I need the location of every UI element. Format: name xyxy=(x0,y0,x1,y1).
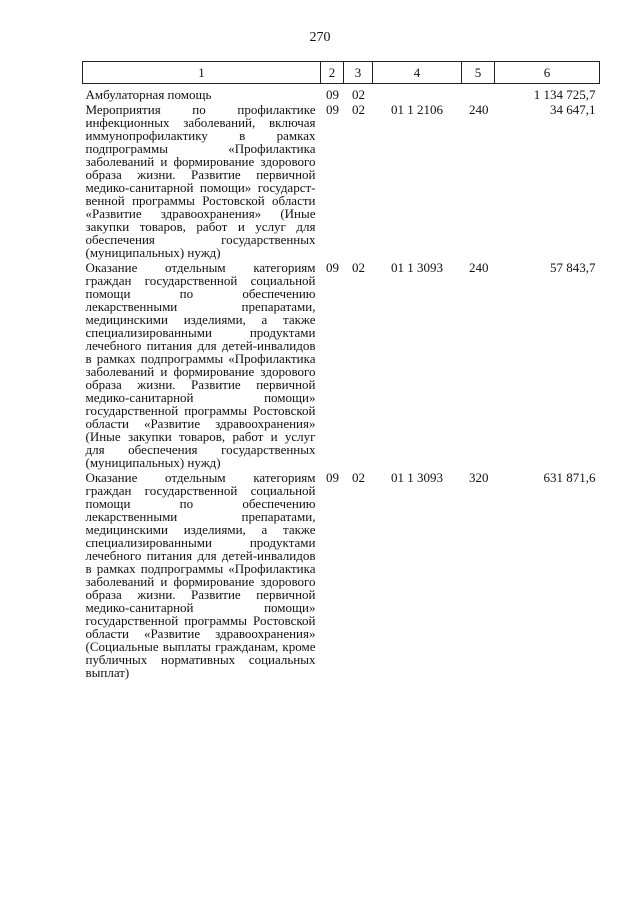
row-expense-code: 320 xyxy=(469,470,489,485)
row-section-code: 09 xyxy=(326,87,339,102)
row-target-code xyxy=(373,84,462,102)
table-row xyxy=(83,469,600,679)
row-amount: 57 843,7 xyxy=(550,260,596,275)
table-row xyxy=(83,84,600,102)
row-target-code: 01 1 2106 xyxy=(391,102,443,117)
table-body xyxy=(83,84,600,680)
page-number: 270 xyxy=(309,30,331,45)
row-subsection-code: 02 xyxy=(352,260,365,275)
row-description: Мероприятия по профилактике инфекционных заболеваний, включая иммунопрофилактику в рамках подпрограммы «Профилактика заболеваний и формирование здорового образа жизни. Развитие первичной медико-санитарной помощи» государственной программы Ростовской области «Развитие здравоохранения» (Иные закупки товаров, работ и услуг для обеспечения государственных (муниципальных) нужд) xyxy=(85,102,316,260)
row-description: Оказание отдельным категориям граждан государственной социальной помощи по обеспечению лекарственными препаратами, медицинскими изделиями, а также специализированными продуктами лечебного питания для детей-инвалидов в рамках подпрограммы «Профилактика заболеваний и формирование здорового образа жизни. Развитие первичной медико-санитарной помощи» государственной программы Ростовской области «Развитие здравоохранения» (Социальные выплаты гражданам, кроме публичных нормативных социальных выплат) xyxy=(85,470,316,680)
row-amount: 1 134 725,7 xyxy=(533,87,596,102)
column-header-5: 5 xyxy=(462,62,495,84)
column-header-1: 1 xyxy=(83,62,321,84)
row-subsection-code: 02 xyxy=(352,102,365,117)
row-target-code: 01 1 3093 xyxy=(391,260,443,275)
row-expense-code: 240 xyxy=(469,260,489,275)
row-target-code: 01 1 3093 xyxy=(391,470,443,485)
budget-table xyxy=(82,61,600,679)
row-subsection-code: 02 xyxy=(352,87,365,102)
row-description: Амбулаторная помощь xyxy=(85,87,212,102)
row-expense-code xyxy=(462,84,495,102)
row-amount: 631 871,6 xyxy=(543,470,596,485)
column-header-4: 4 xyxy=(373,62,462,84)
column-header-3: 3 xyxy=(344,62,373,84)
header-row xyxy=(83,62,600,84)
row-subsection-code: 02 xyxy=(352,470,365,485)
row-section-code: 09 xyxy=(326,260,339,275)
column-header-6: 6 xyxy=(495,62,600,84)
column-header-2: 2 xyxy=(321,62,344,84)
row-section-code: 09 xyxy=(326,470,339,485)
table-header xyxy=(83,62,600,84)
row-section-code: 09 xyxy=(326,102,339,117)
table-row xyxy=(83,259,600,469)
row-amount: 34 647,1 xyxy=(550,102,596,117)
table-row xyxy=(83,101,600,259)
row-description: Оказание отдельным категориям граждан государственной социальной помощи по обеспечению лекарственными препаратами, медицинскими изделиями, а также специализированными продуктами лечебного питания для детей-инвалидов в рамках подпрограммы «Профилактика заболеваний и формирование здорового образа жизни. Развитие первичной медико-санитарной помощи» государственной программы Ростовской области «Развитие здравоохранения» (Иные закупки товаров, работ и услуг для обеспечения государственных (муниципальных) нужд) xyxy=(85,260,316,470)
row-expense-code: 240 xyxy=(469,102,489,117)
